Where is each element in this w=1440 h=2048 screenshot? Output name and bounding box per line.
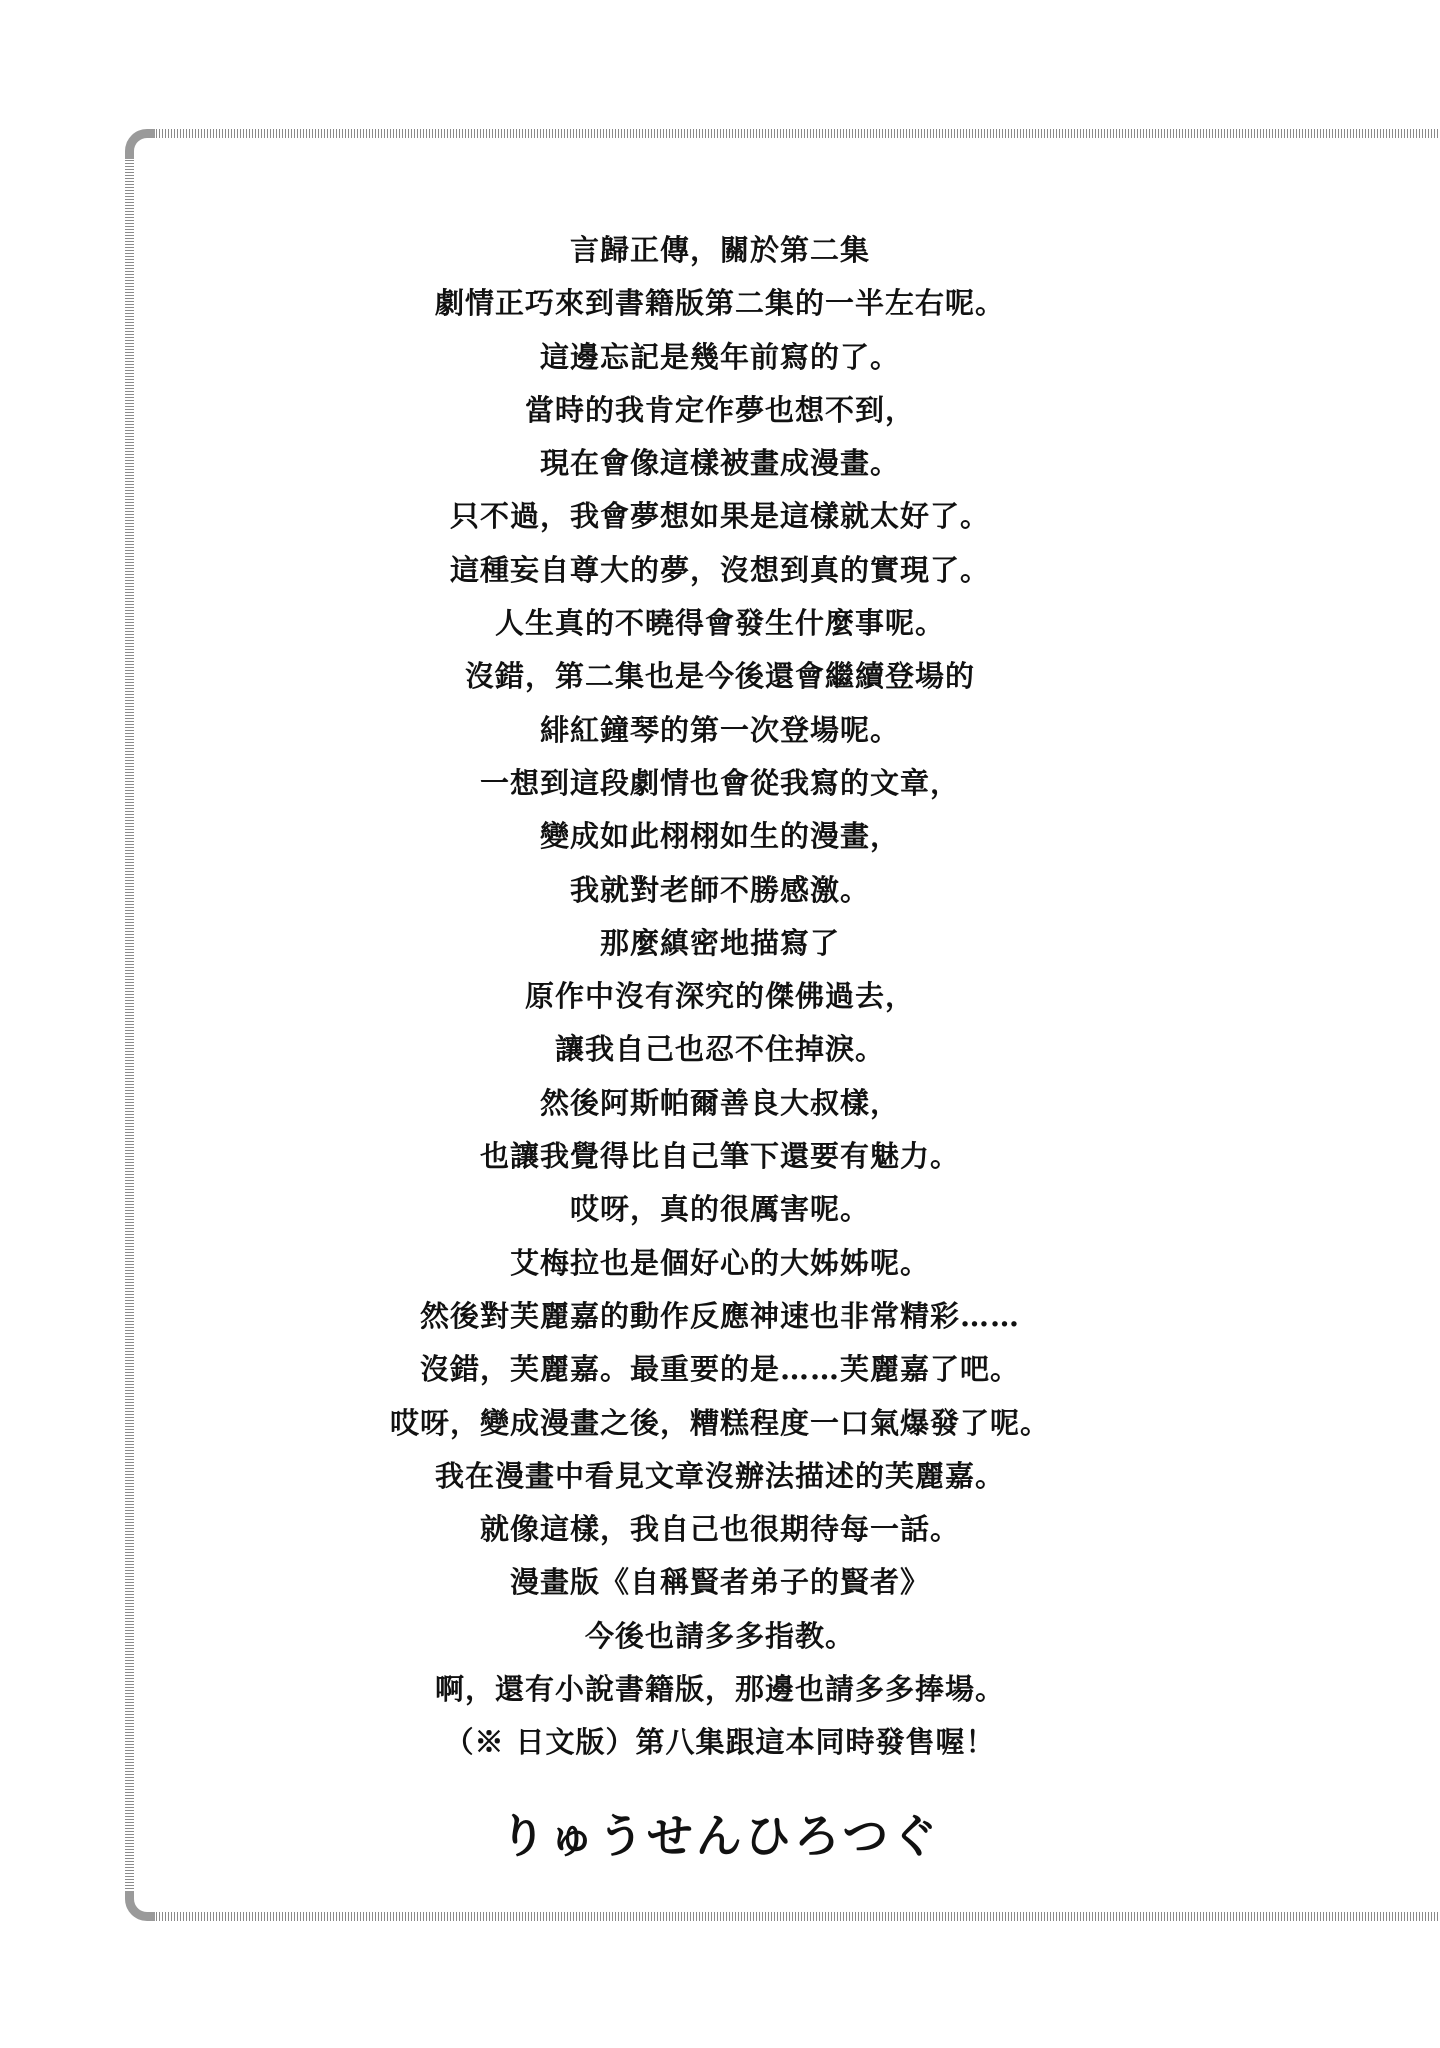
text-line: 劇情正巧來到書籍版第二集的一半左右呢。	[434, 286, 1005, 321]
text-line: 言歸正傳，關於第二集	[569, 233, 870, 267]
text-line: 漫畫版《自稱賢者弟子的賢者》	[509, 1565, 930, 1600]
text-line: 我在漫畫中看見文章沒辦法描述的芙麗嘉。	[434, 1458, 1005, 1493]
text-line: 現在會像這樣被畫成漫畫。	[539, 446, 900, 481]
text-line: 原作中沒有深究的傑佛過去，	[524, 979, 915, 1014]
text-line: 那麼縝密地描寫了	[599, 925, 840, 960]
frame-top-border	[150, 129, 1440, 138]
text-line: （※ 日文版）第八集跟這本同時發售喔！	[444, 1725, 996, 1760]
text-line: 這邊忘記是幾年前寫的了。	[539, 339, 900, 374]
text-line: 啊，還有小說書籍版，那邊也請多多捧場。	[434, 1672, 1005, 1707]
text-line: 變成如此栩栩如生的漫畫，	[539, 819, 900, 854]
text-line: 今後也請多多指教。	[584, 1618, 855, 1653]
text-line: 也讓我覺得比自己筆下還要有魅力。	[479, 1139, 960, 1174]
frame-corner-top-left	[125, 129, 155, 159]
text-line: 就像這樣，我自己也很期待每一話。	[479, 1512, 960, 1547]
frame-left-border	[125, 152, 134, 1892]
author-signature: りゅうせんひろつぐ	[499, 1809, 941, 1863]
text-line: 然後對芙麗嘉的動作反應神速也非常精彩……	[419, 1298, 1020, 1333]
text-line: 艾梅拉也是個好心的大姊姊呢。	[509, 1245, 930, 1280]
text-line: 一想到這段劇情也會從我寫的文章，	[479, 765, 960, 800]
text-line: 沒錯，芙麗嘉。最重要的是……芙麗嘉了吧。	[419, 1352, 1020, 1387]
text-line: 讓我自己也忍不住掉淚。	[554, 1032, 885, 1067]
text-line: 人生真的不曉得會發生什麼事呢。	[494, 606, 945, 641]
text-line: 沒錯，第二集也是今後還會繼續登場的	[464, 659, 975, 694]
text-line: 哎呀，變成漫畫之後，糟糕程度一口氣爆發了呢。	[389, 1405, 1050, 1440]
text-line: 緋紅鐘琴的第一次登場呢。	[539, 712, 900, 747]
text-line: 只不過，我會夢想如果是這樣就太好了。	[449, 499, 990, 534]
frame-bottom-border	[150, 1912, 1440, 1921]
text-line: 當時的我肯定作夢也想不到，	[524, 392, 915, 427]
frame-corner-bottom-left	[125, 1891, 155, 1921]
text-line: 這種妄自尊大的夢，沒想到真的實現了。	[449, 552, 990, 587]
afterword-text	[300, 224, 1140, 1770]
text-line: 我就對老師不勝感激。	[569, 872, 870, 907]
text-line: 哎呀，真的很厲害呢。	[569, 1192, 870, 1227]
text-line: 然後阿斯帕爾善良大叔樣，	[539, 1085, 900, 1120]
